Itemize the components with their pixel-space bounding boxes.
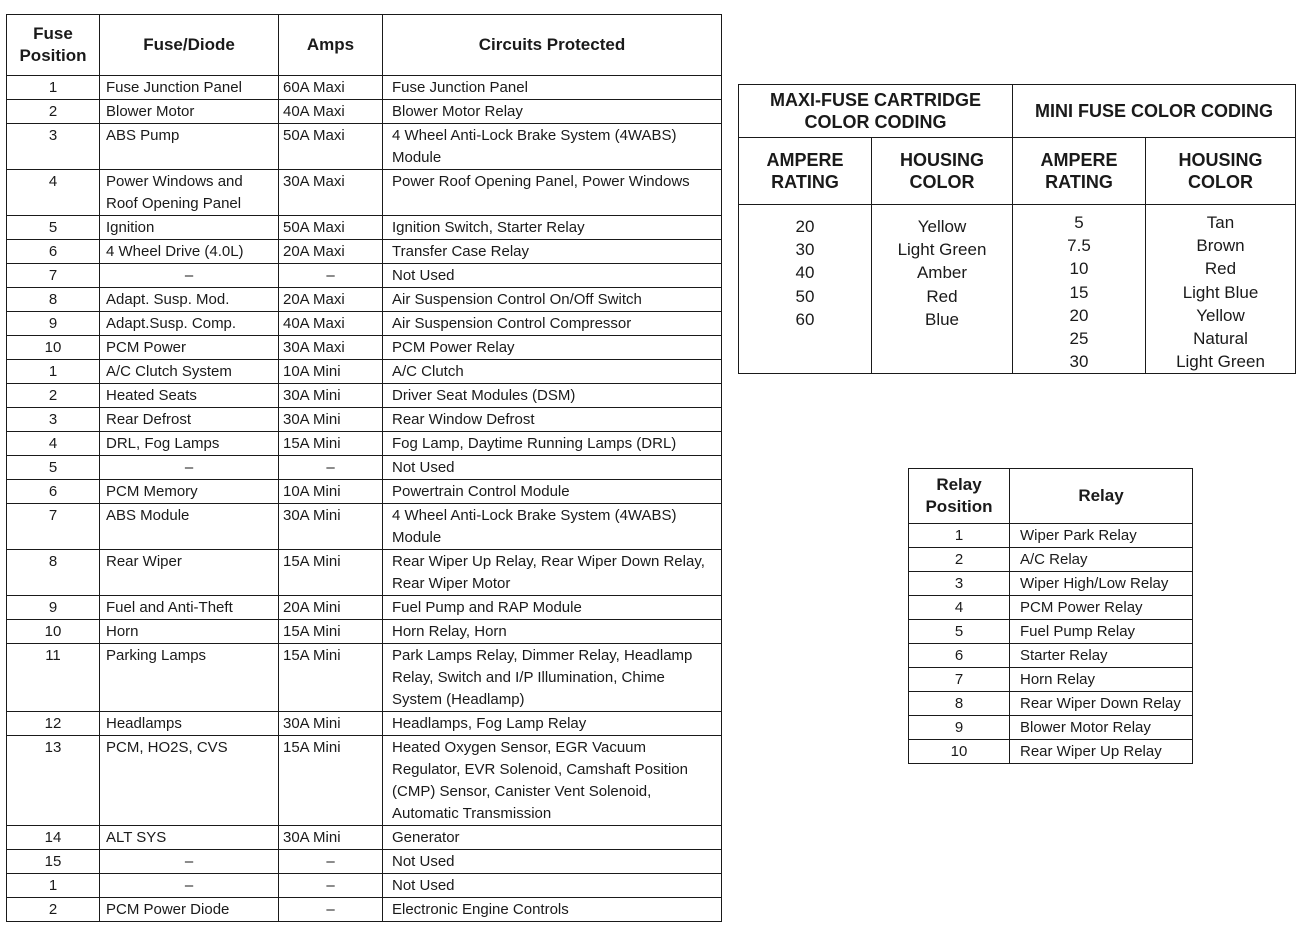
fuse-table-row — [7, 456, 722, 480]
relay-table-body — [909, 524, 1193, 764]
fuse-position-cell: 12 — [7, 712, 100, 736]
color-coding-table — [738, 84, 1296, 374]
fuse-position-cell: 1 — [7, 76, 100, 100]
circuits-protected-cell: Fuse Junction Panel — [383, 76, 722, 100]
fuse-amps-cell: 15A Mini — [279, 644, 383, 712]
color-coding-item: Red — [926, 286, 958, 306]
mini-color-header: HOUSING COLOR — [1146, 138, 1296, 205]
fuse-table-row — [7, 312, 722, 336]
fuse-position-cell: 9 — [7, 596, 100, 620]
fuse-table-row — [7, 76, 722, 100]
fuse-amps-cell: 15A Mini — [279, 432, 383, 456]
circuits-protected-cell: Not Used — [383, 456, 722, 480]
circuits-protected-cell: Transfer Case Relay — [383, 240, 722, 264]
color-coding-item: Light Blue — [1182, 282, 1259, 302]
circuits-protected-cell: 4 Wheel Anti-Lock Brake System (4WABS) Module — [383, 124, 722, 170]
fuse-name-cell: DRL, Fog Lamps — [100, 432, 279, 456]
fuse-name-cell: 4 Wheel Drive (4.0L) — [100, 240, 279, 264]
fuse-name-cell: ABS Module — [100, 504, 279, 550]
fuse-position-cell: 4 — [7, 170, 100, 216]
fuse-amps-cell: 50A Maxi — [279, 216, 383, 240]
relay-position-cell: 3 — [909, 572, 1010, 596]
relay-table-row — [909, 524, 1193, 548]
relay-position-cell: 8 — [909, 692, 1010, 716]
relay-table-row — [909, 572, 1193, 596]
fuse-table-row — [7, 288, 722, 312]
relay-table-row — [909, 716, 1193, 740]
header-circuits-protected: Circuits Protected — [383, 15, 722, 76]
fuse-name-cell: Parking Lamps — [100, 644, 279, 712]
fuse-position-cell: 11 — [7, 644, 100, 712]
fuse-table-row — [7, 504, 722, 550]
fuse-position-cell: 3 — [7, 124, 100, 170]
fuse-table-row — [7, 712, 722, 736]
circuits-protected-cell: Fog Lamp, Daytime Running Lamps (DRL) — [383, 432, 722, 456]
relay-position-cell: 5 — [909, 620, 1010, 644]
color-coding-item: Light Green — [1176, 352, 1265, 372]
relay-position-cell: 6 — [909, 644, 1010, 668]
relay-position-cell: 10 — [909, 740, 1010, 764]
color-coding-item: Blue — [924, 309, 960, 329]
fuse-table-row — [7, 100, 722, 124]
circuits-protected-cell: Ignition Switch, Starter Relay — [383, 216, 722, 240]
maxi-fuse-title: MAXI-FUSE CARTRIDGE COLOR CODING — [739, 85, 1013, 138]
fuse-name-cell: Blower Motor — [100, 100, 279, 124]
fuse-name-cell: A/C Clutch System — [100, 360, 279, 384]
fuse-table-row — [7, 216, 722, 240]
header-fuse-diode: Fuse/Diode — [100, 15, 279, 76]
circuits-protected-cell: Air Suspension Control Compressor — [383, 312, 722, 336]
maxi-color-header: HOUSING COLOR — [872, 138, 1013, 205]
fuse-name-cell: ALT SYS — [100, 826, 279, 850]
circuits-protected-cell: Rear Window Defrost — [383, 408, 722, 432]
fuse-table-row — [7, 360, 722, 384]
fuse-name-cell: Adapt. Susp. Mod. — [100, 288, 279, 312]
fuse-position-cell: 4 — [7, 432, 100, 456]
relay-position-cell: 9 — [909, 716, 1010, 740]
fuse-position-cell: 1 — [7, 360, 100, 384]
fuse-table-header — [7, 15, 722, 76]
color-coding-item: 7.5 — [1067, 236, 1091, 256]
fuse-position-cell: 10 — [7, 336, 100, 360]
fuse-table-row — [7, 898, 722, 922]
fuse-amps-cell: – — [279, 874, 383, 898]
mini-colors-list — [1146, 205, 1296, 374]
relay-name-cell: Starter Relay — [1010, 644, 1193, 668]
fuse-amps-cell: 40A Maxi — [279, 100, 383, 124]
mini-fuse-title: MINI FUSE COLOR CODING — [1013, 85, 1296, 138]
fuse-table — [6, 14, 722, 922]
fuse-name-cell: Fuel and Anti-Theft — [100, 596, 279, 620]
fuse-amps-cell: 50A Maxi — [279, 124, 383, 170]
fuse-amps-cell: 40A Maxi — [279, 312, 383, 336]
fuse-name-cell: Headlamps — [100, 712, 279, 736]
fuse-amps-cell: – — [279, 264, 383, 288]
maxi-ratings-list — [739, 205, 872, 374]
fuse-amps-cell: 10A Mini — [279, 480, 383, 504]
fuse-position-cell: 6 — [7, 240, 100, 264]
color-coding-item: 20 — [795, 217, 815, 236]
fuse-table-row — [7, 736, 722, 826]
fuse-table-row — [7, 336, 722, 360]
fuse-amps-cell: 30A Maxi — [279, 336, 383, 360]
color-coding-item: 50 — [795, 286, 815, 306]
circuits-protected-cell: Not Used — [383, 850, 722, 874]
relay-position-cell: 2 — [909, 548, 1010, 572]
fuse-name-cell: PCM, HO2S, CVS — [100, 736, 279, 826]
fuse-name-cell: Fuse Junction Panel — [100, 76, 279, 100]
fuse-table-row — [7, 124, 722, 170]
fuse-position-cell: 6 — [7, 480, 100, 504]
fuse-position-cell: 5 — [7, 216, 100, 240]
fuse-name-cell: Ignition — [100, 216, 279, 240]
fuse-name-cell: Horn — [100, 620, 279, 644]
fuse-amps-cell: – — [279, 850, 383, 874]
fuse-table-row — [7, 826, 722, 850]
relay-table-row — [909, 692, 1193, 716]
relay-name-cell: Wiper High/Low Relay — [1010, 572, 1193, 596]
relay-table-row — [909, 740, 1193, 764]
fuse-name-cell: Heated Seats — [100, 384, 279, 408]
fuse-position-cell: 2 — [7, 100, 100, 124]
fuse-table-row — [7, 850, 722, 874]
color-coding-item: 60 — [795, 309, 815, 329]
relay-name-cell: Blower Motor Relay — [1010, 716, 1193, 740]
fuse-name-cell: Rear Wiper — [100, 550, 279, 596]
fuse-table-row — [7, 240, 722, 264]
color-coding-item: 20 — [1069, 305, 1089, 325]
color-coding-item: 25 — [1069, 329, 1089, 349]
fuse-table-row — [7, 596, 722, 620]
relay-position-cell: 1 — [909, 524, 1010, 548]
maxi-rating-header: AMPERE RATING — [739, 138, 872, 205]
fuse-position-cell: 15 — [7, 850, 100, 874]
circuits-protected-cell: 4 Wheel Anti-Lock Brake System (4WABS) Module — [383, 504, 722, 550]
circuits-protected-cell: Air Suspension Control On/Off Switch — [383, 288, 722, 312]
circuits-protected-cell: Rear Wiper Up Relay, Rear Wiper Down Relay, Rear Wiper Motor — [383, 550, 722, 596]
fuse-amps-cell: – — [279, 898, 383, 922]
relay-position-cell: 4 — [909, 596, 1010, 620]
color-coding-item: 10 — [1069, 259, 1089, 279]
color-coding-item: 15 — [1069, 282, 1089, 302]
circuits-protected-cell: Electronic Engine Controls — [383, 898, 722, 922]
fuse-amps-cell: 15A Mini — [279, 550, 383, 596]
fuse-name-cell: ABS Pump — [100, 124, 279, 170]
fuse-table-row — [7, 384, 722, 408]
relay-name-cell: A/C Relay — [1010, 548, 1193, 572]
relay-name-cell: PCM Power Relay — [1010, 596, 1193, 620]
color-coding-item: Yellow — [917, 217, 967, 236]
circuits-protected-cell: Generator — [383, 826, 722, 850]
fuse-table-row — [7, 644, 722, 712]
fuse-table-row — [7, 620, 722, 644]
color-coding-item: Brown — [1196, 236, 1245, 256]
fuse-amps-cell: 20A Mini — [279, 596, 383, 620]
fuse-amps-cell: 30A Mini — [279, 826, 383, 850]
fuse-position-cell: 7 — [7, 264, 100, 288]
color-coding-item: 5 — [1074, 213, 1084, 232]
relay-name-cell: Rear Wiper Down Relay — [1010, 692, 1193, 716]
fuse-name-cell: PCM Power Diode — [100, 898, 279, 922]
fuse-position-cell: 2 — [7, 384, 100, 408]
mini-ratings-list — [1013, 205, 1146, 374]
circuits-protected-cell: Horn Relay, Horn — [383, 620, 722, 644]
circuits-protected-cell: Heated Oxygen Sensor, EGR Vacuum Regulator, EVR Solenoid, Camshaft Position (CMP) Sensor, Canister Vent Solenoid, Automatic Transmission — [383, 736, 722, 826]
circuits-protected-cell: Headlamps, Fog Lamp Relay — [383, 712, 722, 736]
header-fuse-position: Fuse Position — [7, 15, 100, 76]
fuse-position-cell: 1 — [7, 874, 100, 898]
fuse-position-cell: 8 — [7, 550, 100, 596]
fuse-name-cell: – — [100, 456, 279, 480]
circuits-protected-cell: Not Used — [383, 264, 722, 288]
relay-name-cell: Rear Wiper Up Relay — [1010, 740, 1193, 764]
fuse-amps-cell: 30A Maxi — [279, 170, 383, 216]
relay-name-cell: Fuel Pump Relay — [1010, 620, 1193, 644]
color-coding-item: Amber — [916, 263, 968, 283]
circuits-protected-cell: Driver Seat Modules (DSM) — [383, 384, 722, 408]
header-amps: Amps — [279, 15, 383, 76]
fuse-name-cell: PCM Memory — [100, 480, 279, 504]
relay-table-header — [909, 469, 1193, 524]
color-coding-item: Natural — [1193, 329, 1248, 349]
relay-table-row — [909, 548, 1193, 572]
fuse-name-cell: Rear Defrost — [100, 408, 279, 432]
color-coding-item: Light Green — [897, 240, 987, 260]
fuse-amps-cell: 30A Mini — [279, 504, 383, 550]
fuse-position-cell: 8 — [7, 288, 100, 312]
relay-name-cell: Wiper Park Relay — [1010, 524, 1193, 548]
circuits-protected-cell: Blower Motor Relay — [383, 100, 722, 124]
color-coding-item: Tan — [1206, 213, 1235, 232]
fuse-name-cell: – — [100, 874, 279, 898]
fuse-name-cell: PCM Power — [100, 336, 279, 360]
relay-table-row — [909, 620, 1193, 644]
mini-rating-header: AMPERE RATING — [1013, 138, 1146, 205]
fuse-table-row — [7, 550, 722, 596]
relay-name-cell: Horn Relay — [1010, 668, 1193, 692]
color-coding-item: Yellow — [1196, 305, 1245, 325]
circuits-protected-cell: PCM Power Relay — [383, 336, 722, 360]
fuse-table-row — [7, 874, 722, 898]
color-coding-item: Red — [1204, 259, 1237, 279]
fuse-position-cell: 2 — [7, 898, 100, 922]
fuse-table-row — [7, 170, 722, 216]
color-coding-item: 40 — [795, 263, 815, 283]
fuse-amps-cell: 15A Mini — [279, 620, 383, 644]
fuse-amps-cell: 30A Mini — [279, 384, 383, 408]
fuse-table-body — [7, 76, 722, 922]
circuits-protected-cell: Power Roof Opening Panel, Power Windows — [383, 170, 722, 216]
fuse-table-row — [7, 432, 722, 456]
fuse-table-row — [7, 408, 722, 432]
fuse-amps-cell: 15A Mini — [279, 736, 383, 826]
fuse-name-cell: Power Windows and Roof Opening Panel — [100, 170, 279, 216]
circuits-protected-cell: Not Used — [383, 874, 722, 898]
fuse-table-row — [7, 480, 722, 504]
fuse-amps-cell: 30A Mini — [279, 408, 383, 432]
circuits-protected-cell: A/C Clutch — [383, 360, 722, 384]
circuits-protected-cell: Powertrain Control Module — [383, 480, 722, 504]
fuse-amps-cell: 20A Maxi — [279, 240, 383, 264]
fuse-amps-cell: 10A Mini — [279, 360, 383, 384]
fuse-amps-cell: 30A Mini — [279, 712, 383, 736]
circuits-protected-cell: Fuel Pump and RAP Module — [383, 596, 722, 620]
fuse-position-cell: 10 — [7, 620, 100, 644]
color-coding-item: 30 — [795, 240, 815, 260]
fuse-position-cell: 14 — [7, 826, 100, 850]
fuse-position-cell: 7 — [7, 504, 100, 550]
relay-table-row — [909, 596, 1193, 620]
relay-position-cell: 7 — [909, 668, 1010, 692]
fuse-table-row — [7, 264, 722, 288]
color-coding-item: 30 — [1069, 352, 1089, 372]
fuse-name-cell: Adapt.Susp. Comp. — [100, 312, 279, 336]
maxi-colors-list — [872, 205, 1013, 374]
fuse-position-cell: 5 — [7, 456, 100, 480]
fuse-amps-cell: 60A Maxi — [279, 76, 383, 100]
fuse-name-cell: – — [100, 264, 279, 288]
fuse-position-cell: 3 — [7, 408, 100, 432]
relay-table-row — [909, 668, 1193, 692]
fuse-amps-cell: 20A Maxi — [279, 288, 383, 312]
header-relay: Relay — [1010, 469, 1193, 524]
relay-table — [908, 468, 1193, 764]
relay-table-row — [909, 644, 1193, 668]
fuse-position-cell: 9 — [7, 312, 100, 336]
circuits-protected-cell: Park Lamps Relay, Dimmer Relay, Headlamp Relay, Switch and I/P Illumination, Chime System (Headlamp) — [383, 644, 722, 712]
header-relay-position: Relay Position — [909, 469, 1010, 524]
fuse-position-cell: 13 — [7, 736, 100, 826]
fuse-amps-cell: – — [279, 456, 383, 480]
fuse-name-cell: – — [100, 850, 279, 874]
